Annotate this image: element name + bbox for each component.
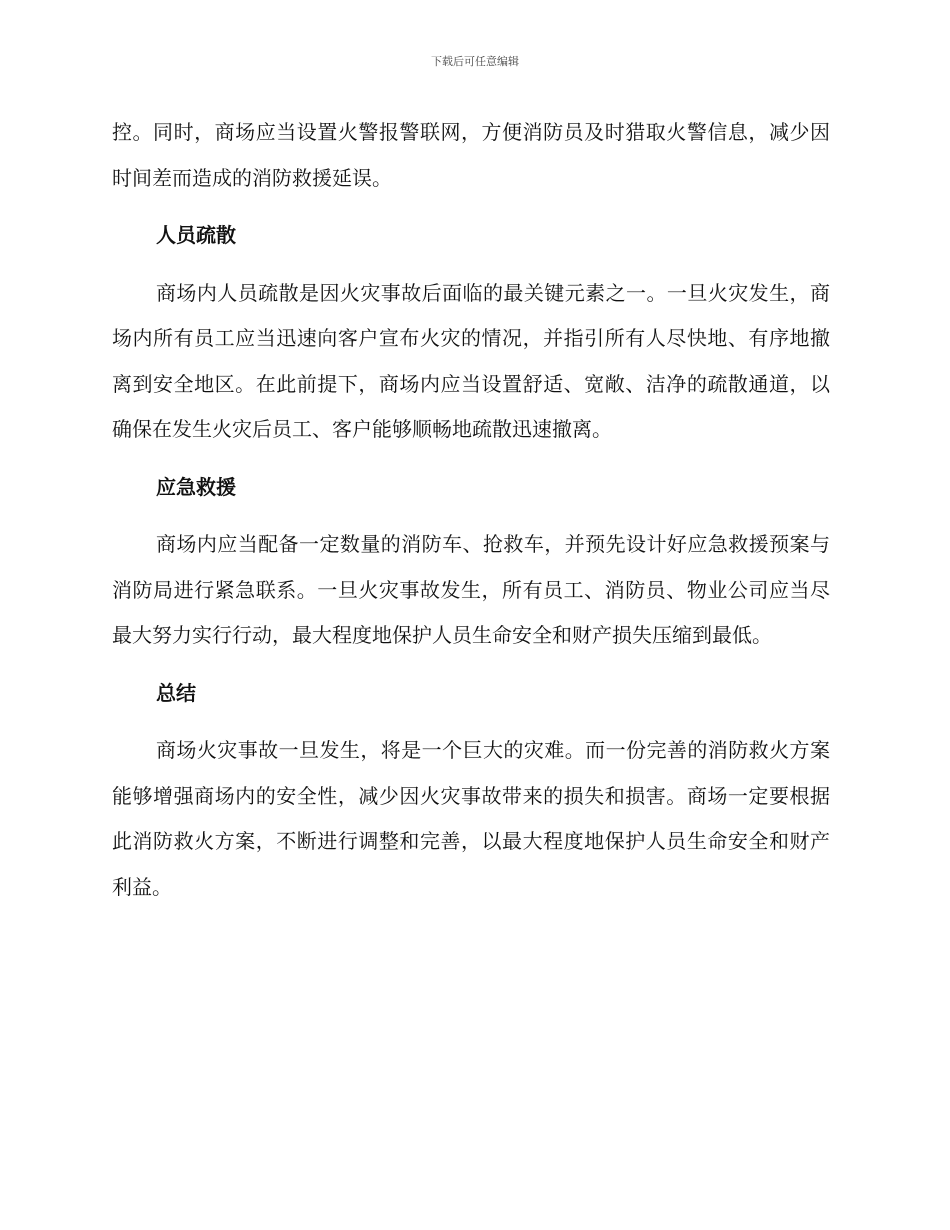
section-evacuation — [112, 213, 830, 453]
section-summary — [112, 671, 830, 911]
section-paragraph: 商场内应当配备一定数量的消防车、抢救车，并预先设计好应急救援预案与消防局进行紧急联系。一旦火灾事故发生，所有员工、消防员、物业公司应当尽最大努力实行行动，最大程度地保护人员生命安全和财产损失压缩到最低。 — [112, 532, 830, 647]
section-paragraph: 商场内人员疏散是因火灾事故后面临的最关键元素之一。一旦火灾发生，商场内所有员工应当迅速向客户宣布火灾的情况，并指引所有人尽快地、有序地撤离到安全地区。在此前提下，商场内应当设置舒适、宽敞、洁净的疏散通道，以确保在发生火灾后员工、客户能够顺畅地疏散迅速撤离。 — [112, 280, 830, 441]
page-header: 下载后可任意编辑 — [431, 55, 519, 68]
section-paragraph: 商场火灾事故一旦发生，将是一个巨大的灾难。而一份完善的消防救火方案能够增强商场内的安全性，减少因火灾事故带来的损失和损害。商场一定要根据此消防救火方案，不断进行调整和完善，以最大程度地保护人员生命安全和财产利益。 — [112, 738, 830, 899]
section-emergency-rescue — [112, 465, 830, 659]
document-body — [112, 110, 830, 922]
section-heading: 总结 — [156, 680, 196, 705]
intro-paragraph: 控。同时，商场应当设置火警报警联网，方便消防员及时猎取火警信息，减少因时间差而造成的消防救援延误。 — [112, 120, 830, 190]
section-heading: 应急救援 — [156, 474, 236, 499]
section-heading: 人员疏散 — [156, 223, 236, 247]
